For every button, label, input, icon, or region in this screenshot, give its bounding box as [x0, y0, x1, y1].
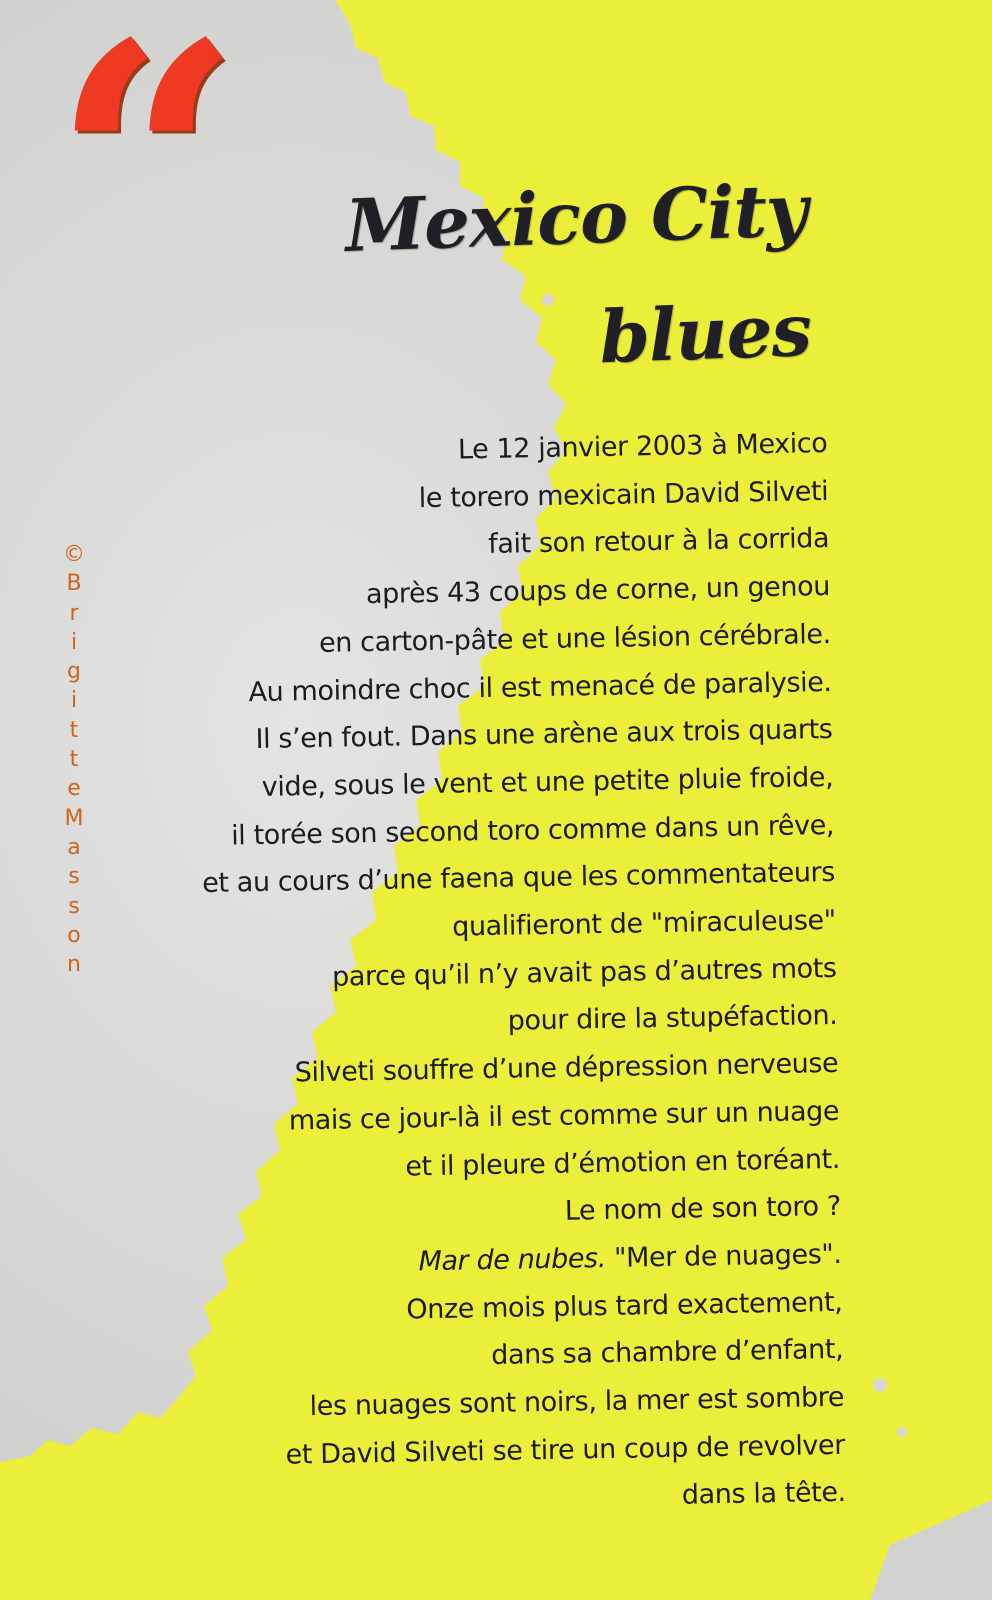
- poem-line: fait son retour à la corrida: [487, 523, 830, 561]
- poem-line: Silveti souffre d’une dépression nerveuse: [294, 1048, 839, 1089]
- watermark-char: i: [70, 688, 78, 714]
- title-line-1: Mexico City: [343, 166, 808, 269]
- poem-phrase: "Mer de nuages".: [605, 1238, 842, 1274]
- watermark-char: t: [69, 717, 79, 743]
- watermark-char: M: [64, 805, 84, 831]
- poem-line: les nuages sont noirs, la mer est sombre: [309, 1381, 845, 1423]
- opening-quote-mark: “: [52, 0, 214, 359]
- poem-line: mais ce jour-là il est comme sur un nuage: [288, 1095, 840, 1137]
- watermark-char: n: [67, 952, 81, 978]
- poem-line: vide, sous le vent et une petite pluie froide,: [261, 761, 834, 803]
- watermark-char: B: [66, 571, 82, 597]
- poem-line: en carton-pâte et une lésion cérébrale.: [318, 618, 832, 659]
- poem-line: Il s’en fout. Dans une arène aux trois quarts: [255, 714, 833, 756]
- watermark-char: e: [67, 776, 81, 802]
- watermark-char: r: [69, 600, 79, 626]
- poem-italic-phrase: Mar de nubes.: [418, 1242, 607, 1278]
- watermark-char: o: [67, 922, 81, 948]
- poem-line: il torée son second toro comme dans un rêve,: [230, 809, 835, 852]
- watermark-char: g: [67, 659, 81, 685]
- watermark-char: t: [69, 747, 79, 773]
- poem-line: et au cours d’une faena que les commentateurs: [201, 857, 836, 900]
- poem-line: dans la tête.: [681, 1477, 846, 1512]
- poem-line: après 43 coups de corne, un genou: [365, 571, 831, 611]
- watermark-char: ©: [63, 542, 85, 567]
- watermark-char: i: [70, 629, 78, 655]
- copyright-watermark: [62, 540, 86, 979]
- poem-line: et il pleure d’émotion en toréant.: [405, 1143, 841, 1183]
- poem-line: qualifieront de "miraculeuse": [451, 904, 837, 943]
- poem-line: et David Silveti se tire un coup de revolver: [285, 1429, 846, 1471]
- watermark-char: s: [68, 893, 80, 919]
- watermark-char: a: [67, 834, 81, 860]
- poem-line: Le 12 janvier 2003 à Mexico: [457, 427, 828, 466]
- poem-line: Au moindre choc il est menacé de paralysie.: [248, 666, 832, 708]
- watermark-char: s: [68, 864, 80, 890]
- poem-line: le torero mexicain David Silveti: [418, 475, 829, 514]
- poem-line: parce qu’il n’y avait pas d’autres mots: [331, 952, 837, 993]
- poster-title: [343, 150, 813, 406]
- poem-line: pour dire la stupéfaction.: [507, 1000, 838, 1038]
- poem-line: Onze mois plus tard exactement,: [406, 1286, 843, 1326]
- poem-text: [127, 420, 846, 1529]
- title-line-2: blues: [597, 286, 812, 380]
- poem-line: Le nom de son toro ?: [564, 1191, 842, 1227]
- poem-line: dans sa chambre d’enfant,: [490, 1334, 844, 1372]
